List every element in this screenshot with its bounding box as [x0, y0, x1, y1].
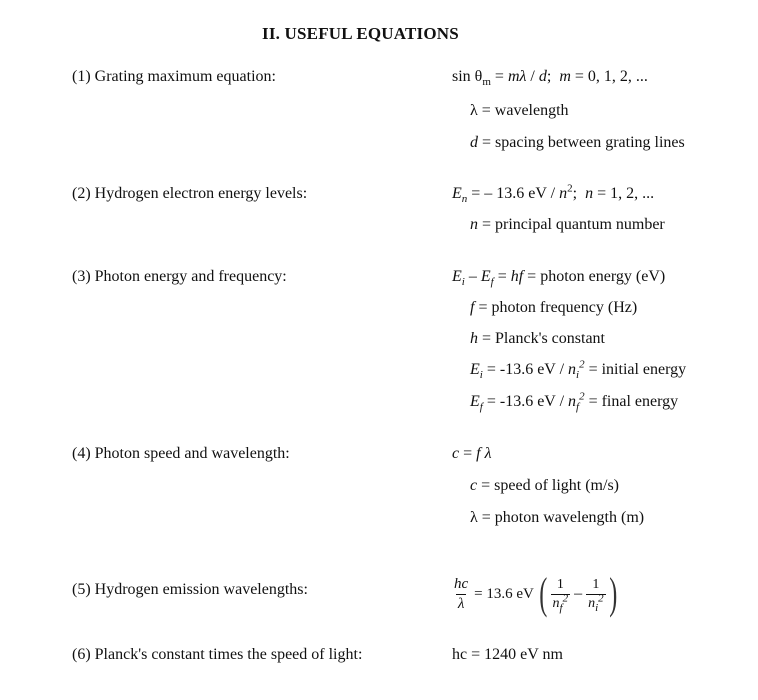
label-photon-speed: (4) Photon speed and wavelength:	[72, 445, 290, 462]
eq-emission: $\frac{hc}{\lambda}$ = 13.6 eV ( $\frac{1}{n_f^2}$ – $\frac{1}{n_i^2}$ )	[454, 569, 618, 618]
def-photon-lambda-text: = photon wavelength (m)	[481, 509, 645, 526]
def-h: h = Planck's constant	[470, 330, 605, 347]
one-over-ni2: $\frac{1}{n_i^2}$	[588, 576, 604, 614]
def-h-text: = Planck's constant	[482, 330, 605, 347]
def-final-energy: $E_f = -13.6$ eV / $n_f^2$ = final energy	[470, 390, 679, 414]
def-lambda-text: = wavelength	[481, 102, 569, 119]
section-title: II. USEFUL EQUATIONS	[262, 24, 459, 43]
eq-photon-speed: c = f λ	[452, 445, 492, 462]
initial-energy-text: = initial energy	[588, 361, 687, 378]
eq-grating: $\sin \theta_m = m\lambda / d$; m = 0, 1, 2, ...	[452, 68, 648, 89]
one-over-nf2: $\frac{1}{n_f^2}$	[552, 576, 569, 614]
def-c-text: = speed of light (m/s)	[481, 477, 619, 494]
def-c: c = speed of light (m/s)	[470, 477, 619, 494]
eq-photon-energy: $E_i - E_f$ = hf = photon energy (eV)	[452, 268, 666, 289]
label-hc: (6) Planck's constant times the speed of light:	[72, 646, 363, 663]
emission-constant: = 13.6 eV	[474, 585, 534, 602]
hc-over-lambda: $\frac{hc}{\lambda}$	[454, 575, 469, 612]
eq-energy-levels: $E_n$ = – 13.6 eV / $n^2$; n = 1, 2, ...	[452, 182, 655, 206]
label-photon-energy: (3) Photon energy and frequency:	[72, 268, 287, 285]
def-n-text: = principal quantum number	[482, 216, 665, 233]
label-emission: (5) Hydrogen emission wavelengths:	[72, 581, 308, 598]
final-energy-text: = final energy	[588, 393, 679, 410]
def-d-text: = spacing between grating lines	[482, 134, 685, 151]
def-photon-lambda: λ = photon wavelength (m)	[470, 509, 645, 526]
def-f-text: = photon frequency (Hz)	[478, 299, 638, 316]
def-d: d = spacing between grating lines	[470, 134, 685, 151]
def-f: f = photon frequency (Hz)	[470, 299, 638, 316]
def-lambda: λ = wavelength	[470, 102, 569, 119]
eq-hc-value: hc = 1240 eV nm	[452, 646, 563, 663]
label-energy-levels: (2) Hydrogen electron energy levels:	[72, 185, 308, 202]
def-initial-energy: $E_i = -13.6$ eV / $n_i^2$ = initial energy	[470, 358, 687, 382]
photon-energy-text: = photon energy (eV)	[527, 268, 666, 285]
def-n: n = principal quantum number	[470, 216, 665, 233]
label-grating: (1) Grating maximum equation:	[72, 68, 276, 85]
